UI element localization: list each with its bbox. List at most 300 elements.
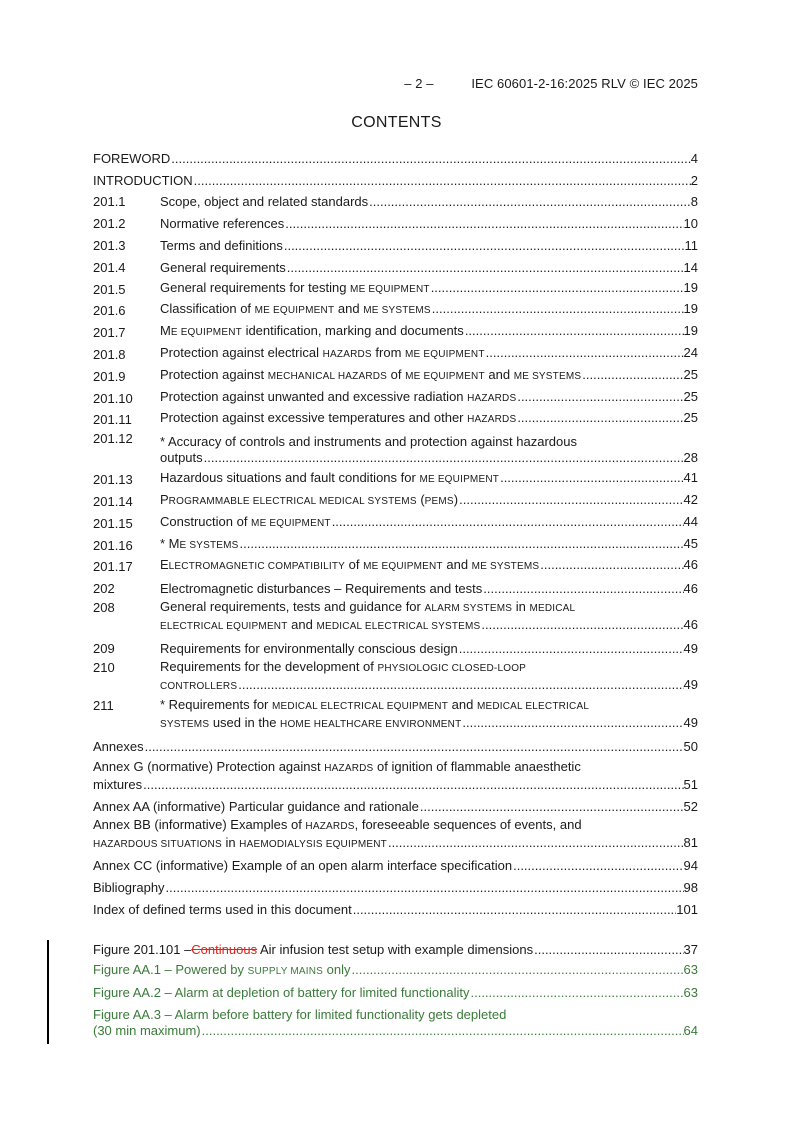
page-reference[interactable]: 25 (683, 388, 698, 404)
entry-text: Figure AA.3 – Alarm before battery for limited functionality gets depleted (93, 1007, 507, 1023)
toc-entry[interactable] (93, 167, 698, 189)
entry-line (160, 641, 698, 657)
entry-title (160, 470, 499, 488)
page-reference[interactable]: 41 (683, 470, 698, 486)
entry-title (160, 323, 464, 341)
toc-entry[interactable] (93, 385, 698, 407)
entry-title (160, 434, 577, 449)
dot-leader (143, 777, 683, 793)
page-reference[interactable]: 8 (690, 194, 698, 210)
clause-number: 201.8 (93, 346, 126, 362)
entry-text: Figure AA.1 – Powered by (93, 961, 248, 977)
entry-title (93, 902, 352, 918)
section-spacer (93, 918, 698, 936)
entry-text: Annex BB (informative) Examples of (93, 816, 306, 832)
entry-title (160, 260, 286, 276)
clause-number: 201.12 (93, 431, 133, 447)
page-header (404, 76, 698, 91)
toc-entry[interactable] (93, 319, 698, 341)
dot-leader (432, 301, 684, 319)
entry-text: General requirements for testing (160, 279, 351, 295)
entry-text: * Accuracy of controls and instruments and protection against hazardous (160, 434, 577, 450)
page-reference[interactable]: 63 (683, 961, 698, 977)
entry-title (93, 799, 419, 815)
entry-text: only (323, 961, 351, 977)
defined-term: ROGRAMMABLE ELECTRICAL MEDICAL SYSTEMS (168, 495, 417, 507)
entry-line (160, 697, 698, 715)
entry-text: Protection against unwanted and excessive radiation (160, 388, 468, 404)
entry-line (160, 599, 698, 617)
entry-title (160, 280, 430, 298)
clause-number: 201.17 (93, 559, 133, 575)
entry-line (160, 367, 698, 385)
page-reference[interactable]: 28 (683, 450, 698, 466)
toc-entry[interactable] (93, 488, 698, 510)
defined-term: CONTROLLERS (160, 680, 238, 692)
entry-title (160, 557, 539, 575)
defined-term: ME EQUIPMENT (405, 370, 485, 382)
page-reference[interactable]: 98 (683, 880, 698, 896)
toc-entry[interactable] (93, 597, 698, 635)
defined-term: SYSTEMS (160, 718, 210, 730)
entry-line (93, 759, 698, 777)
entry-title (160, 345, 485, 363)
toc-entry[interactable] (93, 510, 698, 532)
toc-entry[interactable] (93, 793, 698, 815)
entry-title (160, 194, 368, 210)
clause-number: 201.4 (93, 259, 126, 275)
entry-text: Index of defined terms used in this document (93, 901, 352, 917)
entry-line (160, 617, 698, 635)
entry-title (160, 301, 431, 319)
entry-text: and (287, 617, 317, 633)
page-reference[interactable]: 94 (683, 858, 698, 874)
dot-leader (431, 280, 684, 298)
defined-term: LECTROMAGNETIC COMPATIBILITY (168, 561, 346, 573)
entry-line (93, 942, 698, 958)
dot-leader (352, 962, 684, 980)
defined-term: HAZARDS (305, 820, 355, 832)
clause-number: 201.15 (93, 515, 133, 531)
page-reference[interactable]: 52 (683, 798, 698, 814)
clause-number: 201.5 (93, 281, 126, 297)
entry-title (160, 450, 203, 466)
entry-line (93, 962, 698, 980)
entry-text: Hazardous situations and fault conditions for (160, 470, 420, 486)
page-reference[interactable]: 14 (683, 259, 698, 275)
entry-line (160, 715, 698, 733)
toc-entry[interactable] (93, 874, 698, 896)
page-reference[interactable]: 19 (683, 279, 698, 295)
entry-text: from (371, 344, 406, 360)
clause-number: 201.14 (93, 493, 133, 509)
entry-line (160, 194, 698, 210)
defined-term: ME EQUIPMENT (363, 561, 443, 573)
page-reference[interactable]: 81 (683, 834, 698, 850)
page-reference[interactable]: 44 (683, 513, 698, 529)
entry-title (93, 1023, 201, 1039)
entry-text: General requirements, tests and guidance for (160, 599, 425, 615)
figure-list-item[interactable] (93, 980, 698, 1002)
entry-title (160, 641, 458, 657)
entry-line (93, 151, 698, 167)
clause-number: 201.7 (93, 325, 126, 341)
toc-entry[interactable] (93, 363, 698, 385)
entry-text: Air infusion test setup with example dimensions (257, 941, 534, 957)
dot-leader (500, 470, 683, 488)
entry-line (93, 858, 698, 874)
dot-leader (145, 739, 684, 755)
figure-list-item[interactable] (93, 958, 698, 980)
entry-title (160, 715, 461, 733)
page-reference[interactable]: 37 (683, 941, 698, 957)
dot-leader (517, 410, 683, 428)
toc-entry[interactable] (93, 755, 698, 793)
dot-leader (420, 799, 684, 815)
entry-line (93, 799, 698, 815)
entry-text: Scope, object and related standards (160, 194, 369, 210)
defined-term: ME EQUIPMENT (251, 517, 331, 529)
entry-text: in (512, 599, 530, 615)
entry-text: Protection against (160, 366, 268, 382)
entry-line (93, 985, 698, 1001)
page-reference[interactable]: 46 (683, 581, 698, 597)
entry-text: of (387, 366, 406, 382)
toc-entry[interactable] (93, 407, 698, 429)
dot-leader (483, 581, 683, 597)
entry-text: Annex AA (informative) Particular guidance and rationale (93, 798, 419, 814)
entry-line (93, 835, 698, 853)
entry-title (93, 173, 193, 189)
entry-title (93, 759, 581, 774)
entry-line (93, 880, 698, 896)
entry-text: used in the (209, 714, 281, 730)
clause-number: 201.10 (93, 390, 133, 406)
entry-title (160, 514, 331, 532)
page-reference[interactable]: 2 (690, 172, 698, 188)
entry-text: Figure 201.101 – (93, 941, 192, 957)
toc-entry[interactable] (93, 695, 698, 733)
entry-title (160, 697, 589, 712)
entry-line (93, 1023, 698, 1039)
entry-title (93, 777, 142, 793)
entry-text: Construction of (160, 513, 252, 529)
dot-leader (171, 151, 690, 167)
defined-term: ME SYSTEMS (513, 370, 582, 382)
page-reference[interactable]: 49 (683, 714, 698, 730)
entry-text: of ignition of flammable anaesthetic (373, 758, 581, 774)
defined-term: HAZARDS (467, 392, 517, 404)
entry-text: FOREWORD (93, 150, 171, 166)
entry-title (93, 962, 351, 980)
entry-title (93, 985, 469, 1001)
entry-title (93, 739, 144, 755)
toc-entry[interactable] (93, 298, 698, 320)
page-reference[interactable]: 10 (683, 216, 698, 232)
entry-line (160, 280, 698, 298)
page-reference[interactable]: 101 (676, 901, 698, 917)
entry-title (93, 1007, 506, 1022)
entry-text: Annexes (93, 738, 144, 754)
toc-entry[interactable] (93, 575, 698, 597)
defined-term: PHYSIOLOGIC CLOSED-LOOP (377, 662, 527, 674)
entry-text: and (442, 557, 472, 573)
figure-list-item[interactable] (93, 1001, 698, 1039)
dot-leader (332, 514, 684, 532)
entry-line (160, 345, 698, 363)
entry-text: * Requirements for (160, 696, 272, 712)
entry-title (160, 581, 482, 597)
entry-line (93, 817, 698, 835)
dot-leader (481, 617, 683, 635)
entry-line (93, 777, 698, 793)
page-reference[interactable]: 64 (683, 1023, 698, 1039)
entry-title (93, 817, 582, 832)
clause-number: 208 (93, 600, 115, 616)
entry-text: * M (160, 535, 180, 551)
entry-text: E (160, 557, 169, 573)
toc-entry[interactable] (93, 210, 698, 232)
entry-line (160, 323, 698, 341)
entry-line (160, 514, 698, 532)
clause-number: 201.13 (93, 472, 133, 488)
dot-leader (517, 389, 683, 407)
entry-text: INTRODUCTION (93, 172, 193, 188)
entry-text: and (484, 366, 514, 382)
entry-text: (30 min maximum) (93, 1023, 201, 1039)
page-reference[interactable]: 11 (684, 237, 698, 253)
dot-leader (462, 715, 683, 733)
entry-line (160, 557, 698, 575)
entry-line (160, 450, 698, 466)
entry-text: M (160, 323, 171, 339)
defined-term: MEDICAL ELECTRICAL (476, 700, 590, 712)
defined-term: MEDICAL ELECTRICAL SYSTEMS (316, 621, 481, 633)
toc-entry[interactable] (93, 532, 698, 554)
entry-title (93, 858, 512, 874)
deleted-text: Continuous (191, 941, 258, 957)
entry-line (160, 301, 698, 319)
defined-term: MEDICAL ELECTRICAL EQUIPMENT (272, 700, 449, 712)
entry-title (93, 151, 170, 167)
toc-entry[interactable] (93, 466, 698, 488)
entry-text: Classification of (160, 301, 255, 317)
entry-line (160, 410, 698, 428)
defined-term: HAZARDS (322, 348, 372, 360)
page-reference[interactable]: 4 (690, 150, 698, 166)
entry-title (160, 677, 237, 695)
defined-term: MECHANICAL HAZARDS (267, 370, 388, 382)
entry-text: Terms and definitions (160, 237, 283, 253)
entry-title (160, 367, 581, 385)
entry-line (160, 389, 698, 407)
entry-text: P (160, 491, 169, 507)
entry-title (160, 389, 516, 407)
change-bar (47, 940, 49, 1044)
clause-number: 209 (93, 640, 115, 656)
defined-term: HAZARDS (467, 414, 517, 426)
page-reference[interactable]: 25 (683, 366, 698, 382)
entry-text: Annex G (normative) Protection against (93, 758, 325, 774)
entry-title (160, 492, 458, 510)
entry-line (160, 260, 698, 276)
table-of-contents (93, 145, 698, 1039)
page-reference[interactable]: 19 (683, 323, 698, 339)
defined-term: MEDICAL (529, 603, 576, 615)
defined-term: HOME HEALTHCARE ENVIRONMENT (280, 718, 462, 730)
entry-text: Protection against excessive temperatures and other (160, 410, 468, 426)
toc-entry[interactable] (93, 815, 698, 853)
page-reference[interactable]: 25 (683, 410, 698, 426)
clause-number: 201.2 (93, 216, 126, 232)
entry-text: Annex CC (informative) Example of an open alarm interface specification (93, 858, 513, 874)
clause-number: 201.6 (93, 303, 126, 319)
toc-entry[interactable] (93, 232, 698, 254)
entry-title (160, 617, 480, 635)
dot-leader (240, 536, 684, 554)
entry-title (93, 835, 387, 853)
dot-leader (284, 238, 685, 254)
entry-line (160, 216, 698, 232)
dot-leader (166, 880, 684, 896)
document-id: IEC 60601-2-16:2025 RLV © IEC 2025 (471, 76, 698, 91)
toc-entry[interactable] (93, 657, 698, 695)
entry-line (93, 739, 698, 755)
dot-leader (353, 902, 677, 918)
entry-text: , foreseeable sequences of events, and (354, 816, 582, 832)
defined-term: HAZARDS (324, 762, 374, 774)
page-reference[interactable]: 24 (683, 344, 698, 360)
entry-text: ( (416, 491, 425, 507)
entry-title (160, 536, 239, 554)
entry-title (160, 238, 283, 254)
dot-leader (459, 492, 683, 510)
entry-line (160, 536, 698, 554)
entry-text: outputs (160, 450, 203, 466)
page-reference[interactable]: 51 (683, 776, 698, 792)
entry-line (160, 659, 698, 677)
entry-line (93, 902, 698, 918)
entry-title (93, 880, 165, 896)
defined-term: ME EQUIPMENT (350, 283, 430, 295)
defined-term: ME EQUIPMENT (405, 348, 485, 360)
page-reference[interactable]: 63 (683, 985, 698, 1001)
page-number: – 2 – (404, 76, 434, 91)
defined-term: PEMS (424, 495, 454, 507)
entry-text: in (221, 834, 240, 850)
dot-leader (204, 450, 684, 466)
entry-line (160, 677, 698, 695)
page-reference[interactable]: 49 (683, 640, 698, 656)
entry-text: Figure AA.2 – Alarm at depletion of battery for limited functionality (93, 985, 470, 1001)
defined-term: ALARM SYSTEMS (424, 603, 513, 615)
entry-text: Electromagnetic disturbances – Requirements and tests (160, 581, 483, 597)
defined-term: ME SYSTEMS (363, 305, 431, 317)
toc-entry[interactable] (93, 554, 698, 576)
page-reference[interactable]: 50 (683, 738, 698, 754)
dot-leader (470, 985, 683, 1001)
entry-line (160, 434, 698, 450)
page-reference[interactable]: 42 (683, 491, 698, 507)
defined-term: E EQUIPMENT (170, 327, 242, 339)
toc-entry[interactable] (93, 896, 698, 918)
dot-leader (388, 835, 684, 853)
figure-list-item[interactable] (93, 936, 698, 958)
entry-title (160, 410, 516, 428)
page-reference[interactable]: 45 (683, 535, 698, 551)
entry-title (93, 942, 533, 958)
clause-number: 210 (93, 659, 115, 675)
dot-leader (287, 260, 684, 276)
toc-entry[interactable] (93, 635, 698, 657)
toc-entry[interactable] (93, 276, 698, 298)
entry-line (93, 173, 698, 189)
entry-text: General requirements (160, 259, 286, 275)
page-reference[interactable]: 49 (683, 676, 698, 692)
page-reference[interactable]: 46 (683, 617, 698, 633)
page-reference[interactable]: 46 (683, 557, 698, 573)
entry-text: ) (453, 491, 459, 507)
clause-number: 211 (93, 697, 114, 713)
defined-term: SUPPLY MAINS (247, 965, 324, 977)
toc-entry[interactable] (93, 853, 698, 875)
entry-line (160, 238, 698, 254)
toc-entry[interactable] (93, 189, 698, 211)
defined-term: ELECTRICAL EQUIPMENT (160, 621, 288, 633)
dot-leader (540, 557, 683, 575)
clause-number: 201.11 (93, 412, 132, 428)
defined-term: HAZARDOUS SITUATIONS (93, 838, 222, 850)
entry-line (93, 1007, 698, 1023)
defined-term: HAEMODIALYSIS EQUIPMENT (239, 838, 387, 850)
defined-term: ME SYSTEMS (471, 561, 540, 573)
defined-term: ME EQUIPMENT (254, 305, 335, 317)
dot-leader (459, 641, 684, 657)
dot-leader (285, 216, 683, 232)
toc-entry[interactable] (93, 428, 698, 466)
dot-leader (486, 345, 684, 363)
toc-entry[interactable] (93, 254, 698, 276)
entry-text: Normative references (160, 216, 285, 232)
dot-leader (202, 1023, 684, 1039)
toc-entry[interactable] (93, 341, 698, 363)
clause-number: 201.9 (93, 368, 126, 384)
page-title: CONTENTS (351, 114, 442, 131)
defined-term: ME EQUIPMENT (419, 474, 500, 486)
dot-leader (582, 367, 683, 385)
toc-entry[interactable] (93, 145, 698, 167)
dot-leader (513, 858, 683, 874)
entry-text: Requirements for environmentally conscious design (160, 640, 458, 656)
entry-title (160, 659, 526, 674)
entry-text: and (448, 696, 477, 712)
entry-title (160, 599, 575, 614)
clause-number: 201.3 (93, 237, 126, 253)
clause-number: 202 (93, 581, 115, 597)
defined-term: E SYSTEMS (179, 539, 239, 551)
entry-text: mixtures (93, 776, 143, 792)
clause-number: 201.16 (93, 537, 133, 553)
page-reference[interactable]: 19 (683, 301, 698, 317)
dot-leader (369, 194, 691, 210)
toc-entry[interactable] (93, 733, 698, 755)
dot-leader (534, 942, 683, 958)
entry-line (160, 492, 698, 510)
entry-text: and (334, 301, 364, 317)
entry-text: of (345, 557, 364, 573)
dot-leader (465, 323, 684, 341)
entry-text: Protection against electrical (160, 344, 323, 360)
